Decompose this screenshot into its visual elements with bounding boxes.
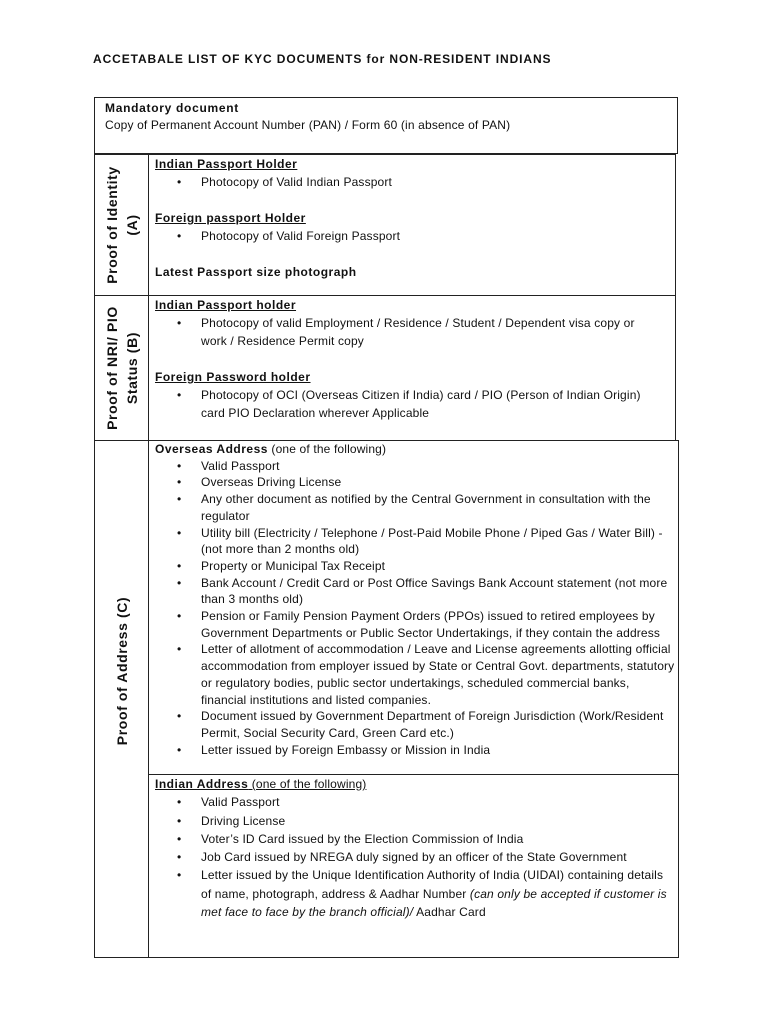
foreign-passport-list bbox=[155, 227, 670, 245]
list-item: • Bank Account / Credit Card or Post Office Savings Bank Account statement (not more than 3 months old) bbox=[155, 575, 675, 608]
identity-label-cell bbox=[95, 155, 149, 295]
nri-status-label-cell bbox=[95, 296, 149, 440]
mandatory-document-box bbox=[94, 97, 678, 154]
proof-of-identity-section bbox=[94, 154, 676, 296]
list-item: • Photocopy of Valid Foreign Passport bbox=[155, 227, 670, 245]
nri-status-label: Proof of NRI/ PIO Status (B) bbox=[103, 306, 140, 430]
list-item: • Letter of allotment of accommodation / Leave and License agreements allotting official accommodation from employer issued by State or Central Govt. departments, statutory or regulatory bodies, public sector undertakings, scheduled commercial banks, financial institutions and listed companies. bbox=[155, 641, 675, 708]
list-item: • Job Card issued by NREGA duly signed by an officer of the State Government bbox=[155, 848, 675, 866]
nri-status-content bbox=[155, 296, 660, 422]
list-item: • Any other document as notified by the Central Government in consultation with the regulator bbox=[155, 491, 675, 524]
list-item: • Valid Passport bbox=[155, 793, 675, 811]
foreign-passport-heading: Foreign passport Holder bbox=[155, 211, 306, 225]
indian-address-content bbox=[155, 775, 675, 921]
overseas-address-list bbox=[155, 458, 675, 759]
list-item: • Property or Municipal Tax Receipt bbox=[155, 558, 675, 575]
proof-of-nri-status-section bbox=[94, 295, 676, 441]
indian-address-heading: Indian Address (one of the following) bbox=[155, 777, 367, 791]
address-label: Proof of Address (C) bbox=[113, 596, 130, 746]
photograph-line: Latest Passport size photograph bbox=[155, 265, 357, 279]
list-item: • Letter issued by Foreign Embassy or Mission in India bbox=[155, 742, 675, 759]
indian-passport-list bbox=[155, 173, 670, 191]
foreign-password-holder-heading: Foreign Password holder bbox=[155, 370, 311, 384]
mandatory-text: Copy of Permanent Account Number (PAN) / Form 60 (in absence of PAN) bbox=[105, 118, 511, 132]
overseas-address-content bbox=[155, 441, 675, 758]
list-item: • Document issued by Government Department of Foreign Jurisdiction (Work/Resident Permit, Social Security Card, Green Card etc.) bbox=[155, 708, 675, 741]
list-item: • Letter issued by the Unique Identification Authority of India (UIDAI) containing details of name, photograph, address & Aadhar Number (can only be accepted if customer is met face to face by the branch official)/ Aadhar Card bbox=[155, 866, 675, 921]
indian-address-list bbox=[155, 793, 675, 921]
list-item: • Overseas Driving License bbox=[155, 474, 675, 491]
address-label-cell bbox=[95, 441, 149, 957]
list-item: • Photocopy of valid Employment / Residence / Student / Dependent visa copy or work / Residence Permit copy bbox=[155, 314, 660, 350]
document-title: ACCETABALE LIST OF KYC DOCUMENTS for NON-RESIDENT INDIANS bbox=[93, 52, 552, 66]
mandatory-title: Mandatory document bbox=[105, 101, 239, 115]
list-item: • Driving License bbox=[155, 812, 675, 830]
identity-label: Proof of Identity (A) bbox=[103, 166, 140, 284]
list-item: • Utility bill (Electricity / Telephone / Post-Paid Mobile Phone / Piped Gas / Water Bill) - (not more than 2 months old) bbox=[155, 525, 675, 558]
list-item: • Photocopy of Valid Indian Passport bbox=[155, 173, 670, 191]
foreign-holder-list bbox=[155, 386, 660, 422]
indian-holder-list bbox=[155, 314, 660, 350]
overseas-address-heading: Overseas Address (one of the following) bbox=[155, 442, 387, 456]
proof-of-address-section bbox=[94, 440, 679, 958]
indian-passport-heading: Indian Passport Holder bbox=[155, 157, 298, 171]
identity-content bbox=[155, 155, 670, 281]
list-item: • Voter’s ID Card issued by the Election Commission of India bbox=[155, 830, 675, 848]
list-item: • Valid Passport bbox=[155, 458, 675, 475]
indian-passport-holder-heading: Indian Passport holder bbox=[155, 298, 297, 312]
list-item: • Pension or Family Pension Payment Orders (PPOs) issued to retired employees by Government Departments or Public Sector Undertakings, if they contain the address bbox=[155, 608, 675, 641]
list-item: • Photocopy of OCI (Overseas Citizen if India) card / PIO (Person of Indian Origin) card PIO Declaration wherever Applicable bbox=[155, 386, 660, 422]
